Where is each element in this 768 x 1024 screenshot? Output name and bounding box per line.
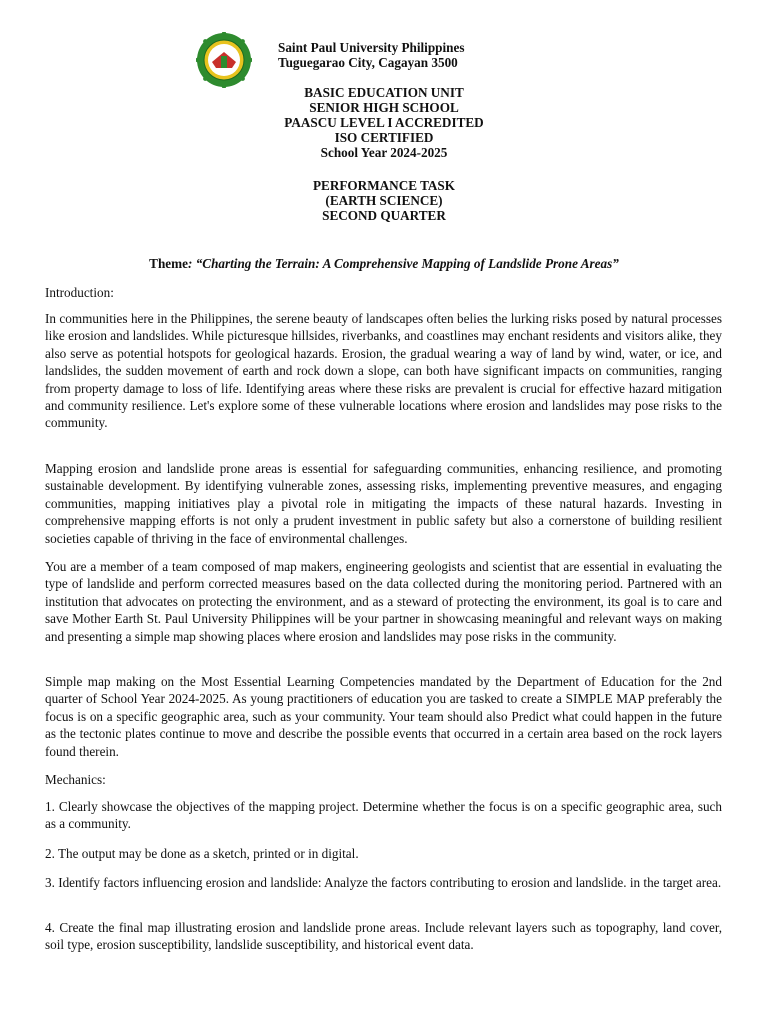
school-year: School Year 2024-2025 (320, 145, 448, 160)
task-subject: (EARTH SCIENCE) (325, 193, 443, 208)
task-quarter: SECOND QUARTER (322, 208, 446, 223)
unit-line: PAASCU LEVEL I ACCREDITED (284, 115, 484, 130)
mechanics-item: 1. Clearly showcase the objectives of the mapping project. Determine whether the focus is on a specific geographic area, such as a community. (45, 799, 722, 832)
paragraph: You are a member of a team composed of map makers, engineering geologists and scientist that are essential in evaluating the type of landslide and perform corrected measures based on the data collected during the monitoring period. Partnered with an institution that advocates on protecting the environment, and as a steward of protecting the environment, its goal is to care and save Mother Earth St. Paul University Philippines will be your partner in showcasing meaningful and relevant ways on making and presenting a simple map showing places where erosion and landslides may pose risks in the community. (45, 559, 722, 644)
introduction-heading: Introduction: (45, 285, 114, 300)
paragraph: Mapping erosion and landslide prone areas is essential for safeguarding communities, enhancing resilience, and promoting sustainable development. By identifying vulnerable zones, assessing risks, implementing preventive measures, and engaging communities, mapping initiatives play a pivotal role in mitigating the impacts of these natural hazards. Investing in comprehensive mapping efforts is not only a prudent investment in public safety but also a cornerstone of building resilient societies capable of thriving in the face of environmental challenges. (45, 461, 722, 546)
theme-line (0, 256, 768, 271)
university-seal-logo (196, 32, 252, 88)
mechanics-item: 2. The output may be done as a sketch, printed or in digital. (45, 846, 359, 861)
unit-line: SENIOR HIGH SCHOOL (309, 100, 459, 115)
paragraph: Simple map making on the Most Essential Learning Competencies mandated by the Department of Education for the 2nd quarter of School Year 2024-2025. As young practitioners of education you are tasked to create a SIMPLE MAP preferably the focus is on a specific geographic area, such as your community. Your team should also Predict what could happen in the future as the tectonic plates continue to move and describe the possible events that occurred in a certain area based on the rock layers found therein. (45, 674, 722, 759)
theme-separator: : (187, 256, 196, 271)
unit-line: ISO CERTIFIED (334, 130, 434, 145)
theme-title: “Charting the Terrain: A Comprehensive Mapping of Landslide Prone Areas” (195, 256, 619, 271)
university-address: Tuguegarao City, Cagayan 3500 (278, 55, 458, 70)
unit-line: BASIC EDUCATION UNIT (304, 85, 464, 100)
mechanics-item: 3. Identify factors influencing erosion and landslide: Analyze the factors contributing to erosion and landslide. in the target area. (45, 875, 722, 890)
mechanics-heading: Mechanics: (45, 772, 106, 787)
university-name: Saint Paul University Philippines (278, 40, 465, 55)
task-block (0, 178, 768, 223)
task-title: PERFORMANCE TASK (312, 178, 455, 193)
theme-label: Theme (149, 256, 188, 271)
school-header (278, 40, 465, 70)
mechanics-item: 4. Create the final map illustrating erosion and landslide prone areas. Include relevant layers such as topography, land cover, soil type, erosion susceptibility, landslide susceptibility, and historical event data. (45, 920, 722, 953)
paragraph: In communities here in the Philippines, the serene beauty of landscapes often belies the lurking risks posed by natural processes like erosion and landslides. While picturesque hillsides, riverbanks, and coastlines may enchant residents and visitors alike, they also serve as potential hotspots for geological hazards. Erosion, the gradual wearing a way of land by wind, water, or ice, and landslides, the sudden movement of earth and rock down a slope, can both have significant impacts on communities, ranging from property damage to loss of life. Identifying areas where these risks are prevalent is crucial for effective hazard mitigation and community resilience. Let's explore some of these vulnerable locations where erosion and landslides may pose risks to the community. (45, 311, 722, 431)
unit-block (0, 85, 768, 160)
